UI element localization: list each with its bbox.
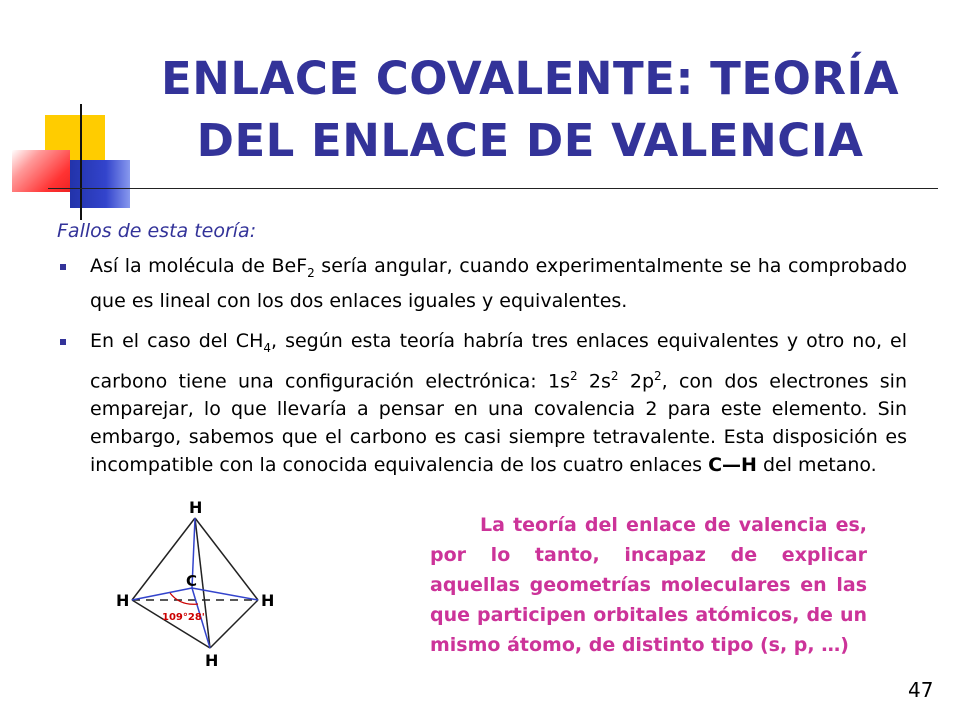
bullet-square-icon bbox=[60, 339, 66, 345]
title-line-2: DEL ENLACE DE VALENCIA bbox=[196, 114, 864, 167]
bullet2-text-4: 2p bbox=[618, 369, 655, 392]
atom-h-bottom: H bbox=[205, 651, 219, 670]
methane-tetrahedron-diagram bbox=[110, 496, 300, 676]
bullet-item-ch4 bbox=[57, 327, 907, 479]
page-number: 47 bbox=[908, 678, 934, 702]
title-underline bbox=[48, 188, 938, 189]
bullet1-subscript: 2 bbox=[307, 265, 315, 280]
bond-c-h-right bbox=[192, 588, 258, 600]
edge-top-right bbox=[195, 518, 258, 600]
atom-c-center: C bbox=[186, 572, 198, 590]
bullet2-sup-2p: 2 bbox=[654, 368, 662, 383]
bullet2-text-5: , con dos electrones sin emparejar, lo que llevaría a pensar en una covalencia 2 para este elemento. Sin embargo, sabemos que el carbono es casi siempre tetravalente. Esta disposición es incompatible con la conocida equivalencia de los cuatro enlaces bbox=[90, 369, 907, 476]
conclusion-note: La teoría del enlace de valencia es, por lo tanto, incapaz de explicar aquellas geometrías moleculares en las que participen orbitales atómicos, de un mismo átomo, de distinto tipo (s, p, …) bbox=[430, 514, 867, 656]
atom-h-left: H bbox=[116, 591, 130, 610]
edge-right-front bbox=[210, 600, 258, 648]
bullet2-bond-bold: C—H bbox=[708, 453, 757, 476]
bullet1-text-2: sería angular, cuando experimentalmente se ha comprobado que es lineal con los dos enlaces iguales y equivalentes. bbox=[90, 255, 907, 312]
bond-angle-label: 109°28' bbox=[162, 612, 205, 623]
atom-h-top: H bbox=[189, 498, 203, 517]
bullet1-text-1: Así la molécula de BeF bbox=[90, 255, 308, 277]
atom-h-right: H bbox=[261, 591, 275, 610]
bullet2-sup-1s: 2 bbox=[570, 368, 578, 383]
bullet2-subscript: 4 bbox=[263, 340, 272, 355]
slide-title bbox=[140, 48, 920, 172]
bullet2-text-2: , según esta teoría habría tres enlaces equivalentes y otro no, el carbono tiene una configuración electrónica: 1s bbox=[90, 329, 907, 392]
bond-c-h-left bbox=[132, 588, 192, 600]
bullet2-text-1: En el caso del CH bbox=[90, 329, 264, 352]
subtitle: Fallos de esta teoría: bbox=[57, 220, 257, 242]
bullet-square-icon bbox=[60, 264, 66, 270]
bullet-list bbox=[57, 252, 907, 491]
bullet2-text-3: 2s bbox=[577, 369, 611, 392]
edge-top-front bbox=[195, 518, 210, 648]
decor-blue-square bbox=[70, 160, 130, 208]
title-line-1: ENLACE COVALENTE: TEORÍA bbox=[160, 52, 900, 105]
decor-vertical-line bbox=[80, 104, 82, 220]
bullet2-sup-2s: 2 bbox=[610, 368, 619, 383]
decor-red-square bbox=[12, 150, 70, 192]
bullet2-text-6: del metano. bbox=[756, 453, 877, 476]
bullet-item-bef2 bbox=[57, 252, 907, 315]
